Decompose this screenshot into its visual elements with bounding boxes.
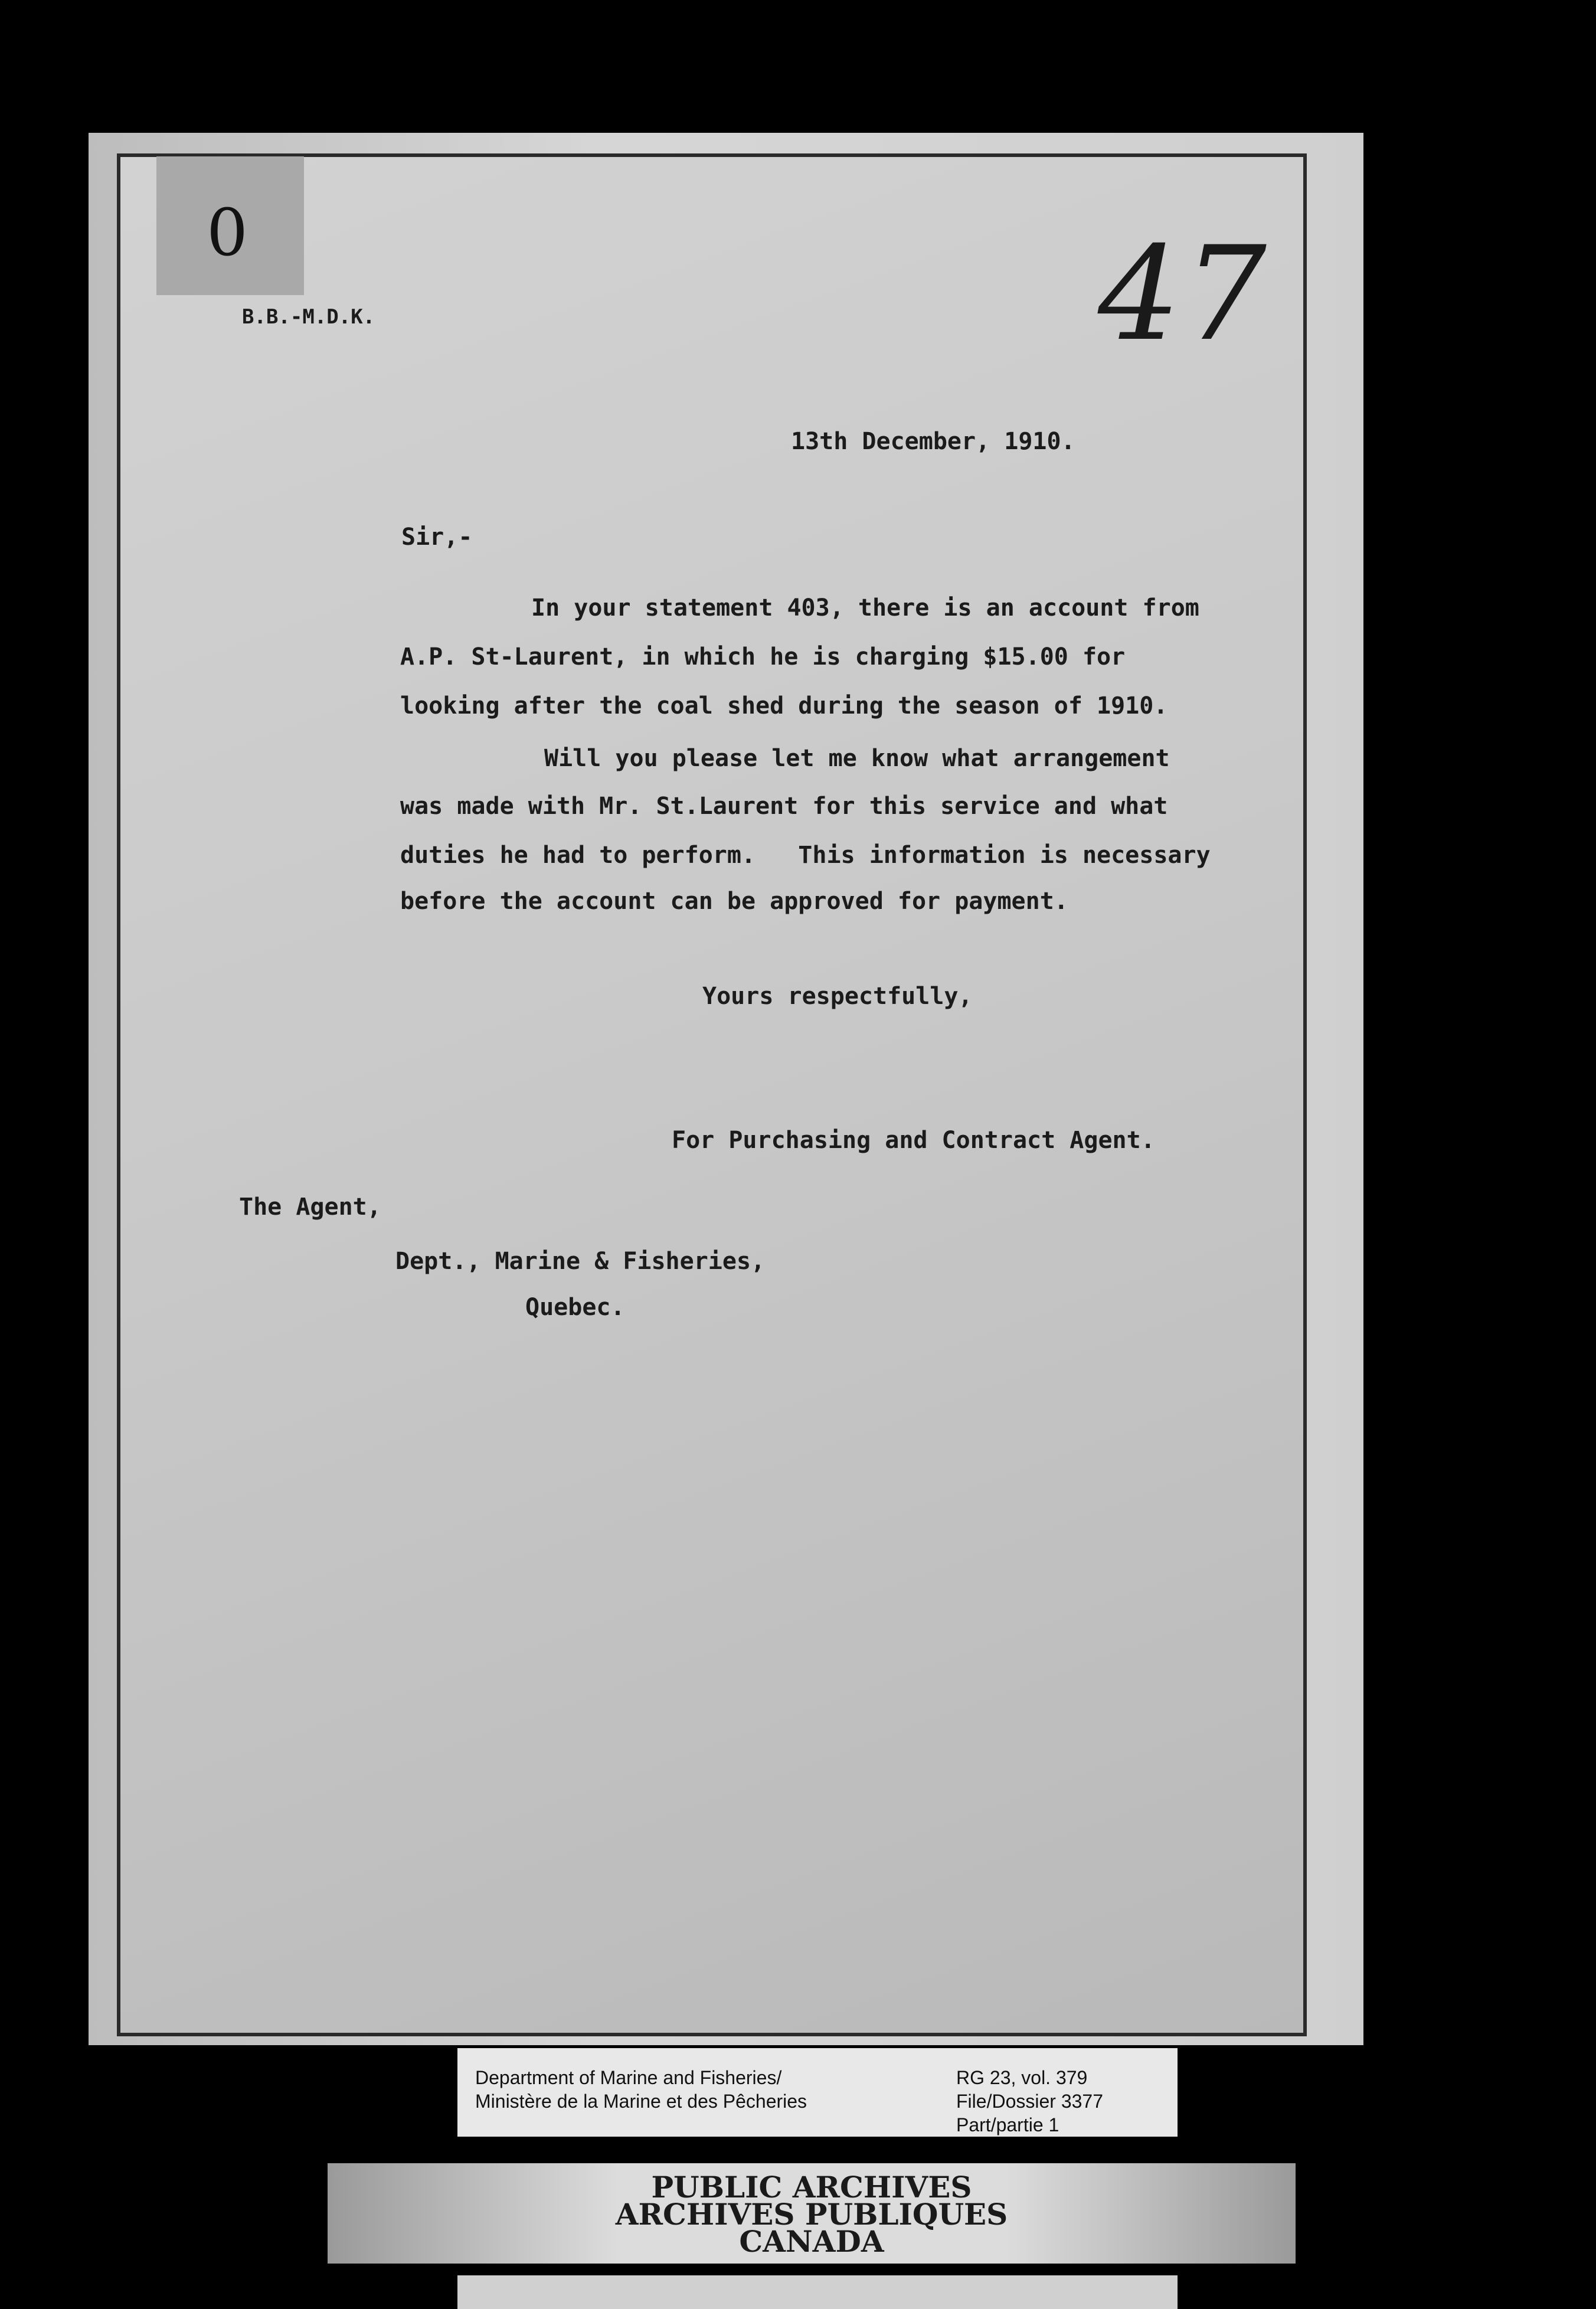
record-block (956, 2066, 1103, 2137)
department-fr: Ministère de la Marine et des Pêcheries (475, 2091, 807, 2112)
body-line: duties he had to perform. This information is necessary (400, 842, 1211, 869)
archive-stamp (328, 2163, 1296, 2264)
record-group: RG 23, vol. 379 (956, 2067, 1088, 2088)
address-line: Quebec. (525, 1294, 625, 1321)
label-underbar (457, 2275, 1178, 2309)
address-line: Dept., Marine & Fisheries, (395, 1248, 766, 1275)
department-block (475, 2066, 807, 2113)
body-line: Will you please let me know what arrangement (544, 745, 1170, 772)
letter-date: 13th December, 1910. (791, 428, 1075, 455)
folio-number: 47 (1098, 218, 1270, 369)
stamp-line: CANADA (739, 2224, 884, 2259)
body-line: looking after the coal shed during the season of 1910. (400, 692, 1168, 719)
body-line: before the account can be approved for payment. (400, 888, 1068, 915)
part-number: Part/partie 1 (956, 2114, 1059, 2135)
tab-mark: 0 (207, 195, 248, 270)
department-en: Department of Marine and Fisheries/ (475, 2067, 782, 2088)
closing: Yours respectfully, (702, 983, 973, 1010)
body-line: A.P. St-Laurent, in which he is charging $15.00 for (400, 643, 1126, 671)
signature-line: For Purchasing and Contract Agent. (672, 1127, 1155, 1154)
stamp-line: ARCHIVES PUBLIQUES (615, 2197, 1008, 2232)
body-line: was made with Mr. St.Laurent for this service and what (400, 793, 1168, 820)
salutation: Sir,- (401, 524, 473, 551)
address-line: The Agent, (239, 1193, 381, 1221)
reference-initials: B.B.-M.D.K. (242, 305, 375, 329)
stamp-line: PUBLIC ARCHIVES (651, 2170, 972, 2205)
body-line: In your statement 403, there is an account from (531, 594, 1199, 622)
letter-page (117, 153, 1307, 2036)
archive-label (457, 2048, 1178, 2137)
file-number: File/Dossier 3377 (956, 2091, 1103, 2112)
